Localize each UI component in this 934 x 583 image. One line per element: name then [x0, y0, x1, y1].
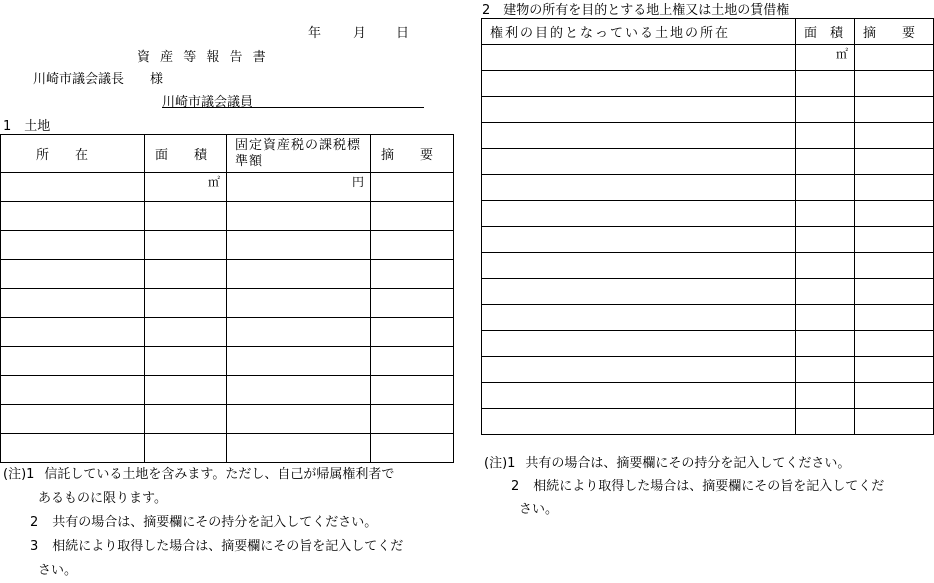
lease-cell-remarks[interactable]	[855, 149, 934, 175]
land-row	[1, 231, 454, 260]
land-row	[1, 318, 454, 347]
lease-cell-remarks[interactable]	[855, 201, 934, 227]
lease-row	[482, 383, 934, 409]
date-day-label: 日	[396, 26, 410, 41]
lease-notes	[484, 452, 884, 521]
lease-col-area: 面 積	[796, 19, 855, 45]
land-cell-remarks[interactable]	[371, 289, 454, 318]
lease-cell-location[interactable]	[482, 383, 796, 409]
land-cell-remarks[interactable]	[371, 173, 454, 202]
lease-row	[482, 71, 934, 97]
land-row	[1, 289, 454, 318]
date-month-label: 月	[353, 26, 367, 41]
land-cell-remarks[interactable]	[371, 347, 454, 376]
member-label: 川崎市議会議員	[162, 95, 254, 110]
addressee: 川崎市議会議長	[33, 72, 125, 87]
lease-cell-location[interactable]	[482, 71, 796, 97]
lease-cell-location[interactable]	[482, 201, 796, 227]
land-table	[0, 134, 454, 463]
lease-row	[482, 149, 934, 175]
land-row	[1, 347, 454, 376]
land-heading: 1 土地	[3, 119, 51, 134]
lease-cell-area[interactable]	[796, 331, 855, 357]
land-cell-location[interactable]	[1, 289, 145, 318]
lease-cell-area[interactable]	[796, 357, 855, 383]
lease-heading: 2 建物の所有を目的とする地上権又は土地の賃借権	[482, 3, 790, 18]
land-cell-area[interactable]	[145, 434, 227, 463]
lease-cell-location[interactable]	[482, 409, 796, 435]
lease-cell-remarks[interactable]	[855, 409, 934, 435]
land-cell-area[interactable]	[145, 202, 227, 231]
land-cell-tax-base[interactable]	[227, 289, 371, 318]
lease-cell-remarks[interactable]	[855, 279, 934, 305]
lease-cell-location[interactable]	[482, 123, 796, 149]
lease-col-location: 権利の目的となっている土地の所在	[482, 19, 796, 45]
land-row	[1, 260, 454, 289]
land-cell-tax-base[interactable]: 円	[227, 173, 371, 202]
lease-row	[482, 123, 934, 149]
lease-cell-remarks[interactable]	[855, 71, 934, 97]
land-cell-remarks[interactable]	[371, 202, 454, 231]
land-cell-area[interactable]	[145, 318, 227, 347]
lease-cell-remarks[interactable]	[855, 253, 934, 279]
land-note-2: 2 共有の場合は、摘要欄にその持分を記入してください。	[30, 515, 378, 530]
land-cell-location[interactable]	[1, 173, 145, 202]
lease-cell-area[interactable]	[796, 71, 855, 97]
land-cell-tax-base[interactable]	[227, 318, 371, 347]
land-cell-area[interactable]: ㎡	[145, 173, 227, 202]
land-cell-location[interactable]	[1, 405, 145, 434]
land-row	[1, 405, 454, 434]
land-col-tax-base: 固定資産税の課税標準額	[227, 135, 371, 173]
land-cell-location[interactable]	[1, 260, 145, 289]
land-cell-remarks[interactable]	[371, 260, 454, 289]
lease-cell-remarks[interactable]	[855, 305, 934, 331]
land-col-area: 面 積	[145, 135, 227, 173]
lease-cell-remarks[interactable]	[855, 45, 934, 71]
lease-cell-area[interactable]	[796, 305, 855, 331]
lease-cell-area[interactable]	[796, 175, 855, 201]
lease-cell-location[interactable]	[482, 357, 796, 383]
land-row	[1, 173, 454, 202]
lease-note-2-cont: さい。	[519, 502, 559, 517]
land-cell-tax-base[interactable]	[227, 405, 371, 434]
lease-cell-location[interactable]	[482, 279, 796, 305]
date-year-label: 年	[308, 26, 322, 41]
lease-cell-area[interactable]: ㎡	[796, 45, 855, 71]
land-cell-location[interactable]	[1, 347, 145, 376]
land-cell-area[interactable]	[145, 376, 227, 405]
lease-cell-location[interactable]	[482, 45, 796, 71]
lease-header-row	[482, 19, 934, 45]
lease-row	[482, 409, 934, 435]
lease-row	[482, 45, 934, 71]
land-cell-location[interactable]	[1, 231, 145, 260]
land-cell-tax-base[interactable]	[227, 260, 371, 289]
lease-cell-remarks[interactable]	[855, 123, 934, 149]
lease-cell-location[interactable]	[482, 227, 796, 253]
land-col-remarks: 摘 要	[371, 135, 454, 173]
land-cell-area[interactable]	[145, 231, 227, 260]
lease-cell-remarks[interactable]	[855, 227, 934, 253]
land-row	[1, 376, 454, 405]
lease-cell-area[interactable]	[796, 123, 855, 149]
lease-row	[482, 331, 934, 357]
land-cell-remarks[interactable]	[371, 318, 454, 347]
lease-cell-area[interactable]	[796, 149, 855, 175]
land-note-3-cont: さい。	[38, 563, 78, 578]
lease-col-remarks: 摘 要	[855, 19, 934, 45]
land-cell-area[interactable]	[145, 405, 227, 434]
land-cell-location[interactable]	[1, 434, 145, 463]
land-cell-tax-base[interactable]	[227, 202, 371, 231]
lease-cell-area[interactable]	[796, 227, 855, 253]
form-title: 資 産 等 報 告 書	[137, 50, 269, 65]
land-cell-remarks[interactable]	[371, 405, 454, 434]
land-note-3: 3 相続により取得した場合は、摘要欄にその旨を記入してくだ	[30, 539, 404, 554]
lease-cell-area[interactable]	[796, 201, 855, 227]
land-cell-remarks[interactable]	[371, 376, 454, 405]
land-cell-tax-base[interactable]	[227, 434, 371, 463]
land-cell-location[interactable]	[1, 376, 145, 405]
lease-note-1: (注)1 共有の場合は、摘要欄にその持分を記入してください。	[484, 456, 851, 471]
land-cell-tax-base[interactable]	[227, 376, 371, 405]
lease-cell-location[interactable]	[482, 305, 796, 331]
land-cell-area[interactable]	[145, 289, 227, 318]
land-cell-tax-base[interactable]	[227, 231, 371, 260]
lease-cell-location[interactable]	[482, 97, 796, 123]
lease-note-2: 2 相続により取得した場合は、摘要欄にその旨を記入してくだ	[511, 479, 885, 494]
lease-row	[482, 253, 934, 279]
lease-cell-area[interactable]	[796, 97, 855, 123]
lease-row	[482, 357, 934, 383]
member-field[interactable]	[162, 91, 424, 108]
land-row	[1, 434, 454, 463]
land-row	[1, 202, 454, 231]
land-cell-tax-base[interactable]	[227, 347, 371, 376]
lease-cell-area[interactable]	[796, 383, 855, 409]
lease-cell-remarks[interactable]	[855, 357, 934, 383]
land-note-1: (注)1 信託している土地を含みます。ただし、自己が帰属権利者で	[3, 467, 395, 482]
land-cell-location[interactable]	[1, 318, 145, 347]
lease-cell-location[interactable]	[482, 149, 796, 175]
land-header-row	[1, 135, 454, 173]
land-cell-location[interactable]	[1, 202, 145, 231]
lease-cell-remarks[interactable]	[855, 97, 934, 123]
lease-cell-location[interactable]	[482, 175, 796, 201]
land-cell-remarks[interactable]	[371, 231, 454, 260]
honorific: 様	[150, 72, 164, 87]
lease-cell-area[interactable]	[796, 253, 855, 279]
land-cell-area[interactable]	[145, 260, 227, 289]
lease-cell-remarks[interactable]	[855, 175, 934, 201]
lease-row	[482, 227, 934, 253]
lease-row	[482, 279, 934, 305]
lease-cell-area[interactable]	[796, 279, 855, 305]
land-note-1-cont: あるものに限ります。	[38, 491, 167, 506]
lease-cell-location[interactable]	[482, 253, 796, 279]
lease-cell-remarks[interactable]	[855, 383, 934, 409]
lease-row	[482, 305, 934, 331]
lease-cell-remarks[interactable]	[855, 331, 934, 357]
land-cell-area[interactable]	[145, 347, 227, 376]
land-notes	[3, 463, 403, 583]
land-cell-remarks[interactable]	[371, 434, 454, 463]
land-col-location: 所 在	[1, 135, 145, 173]
lease-row	[482, 201, 934, 227]
lease-cell-area[interactable]	[796, 409, 855, 435]
lease-table	[481, 18, 934, 435]
lease-row	[482, 97, 934, 123]
lease-cell-location[interactable]	[482, 331, 796, 357]
lease-row	[482, 175, 934, 201]
